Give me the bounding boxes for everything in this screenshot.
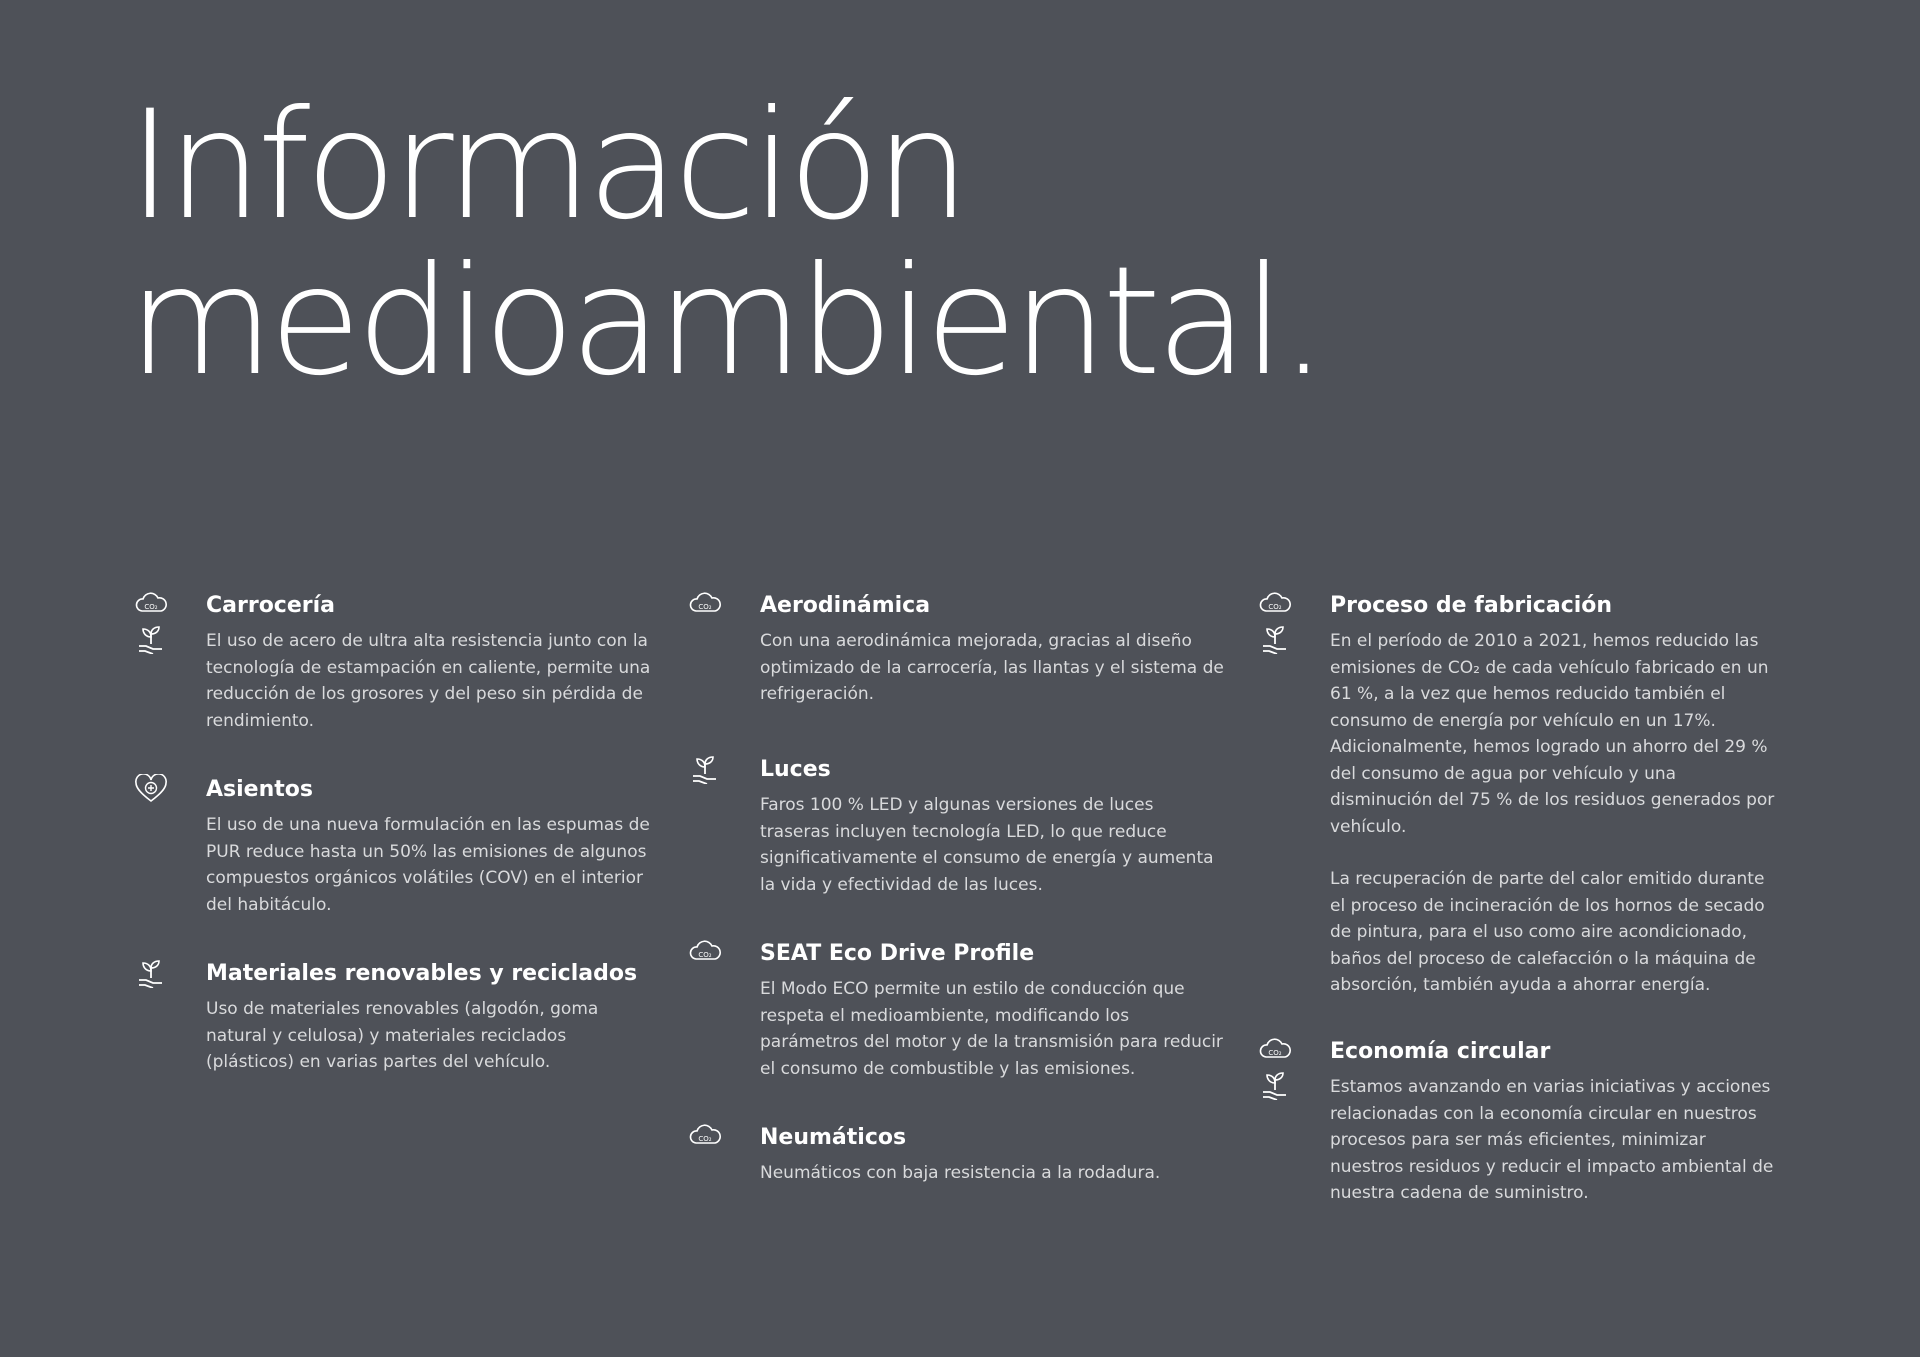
section-title: SEAT Eco Drive Profile <box>760 941 1035 966</box>
section-title: Materiales renovables y reciclados <box>206 961 638 986</box>
hand-plant-icon <box>134 624 168 654</box>
section-icons <box>688 754 728 784</box>
section-icons <box>134 774 174 804</box>
svg-text:CO₂: CO₂ <box>698 1135 712 1143</box>
hand-plant-icon <box>134 958 168 988</box>
section-economia-circular <box>1258 1038 1778 1207</box>
hand-plant-icon <box>1258 1070 1292 1100</box>
section-text: Faros 100 % LED y algunas versiones de luces traseras incluyen tecnología LED, lo que reduce significativamente el consumo de energía y aumenta la vida y efectividad de las luces. <box>760 795 1214 895</box>
section-text: El uso de acero de ultra alta resistencia junto con la tecnología de estampación en caliente, permite una reducción de los grosores y del peso sin pérdida de rendimiento. <box>206 631 651 731</box>
section-text: Neumáticos con baja resistencia a la rodadura. <box>760 1163 1161 1183</box>
svg-text:CO₂: CO₂ <box>1268 1049 1282 1057</box>
section-title: Carrocería <box>206 593 336 618</box>
section-text: Estamos avanzando en varias iniciativas y acciones relacionadas con la economía circular en nuestros procesos para ser más eficientes, minimizar nuestros residuos y reducir el impacto ambiental de nuestra cadena de suministro. <box>1330 1077 1774 1203</box>
page-title <box>128 79 1323 409</box>
section-icons <box>688 1122 728 1152</box>
section-text: Con una aerodinámica mejorada, gracias al diseño optimizado de la carrocería, las llantas y el sistema de refrigeración. <box>760 631 1224 704</box>
svg-text:CO₂: CO₂ <box>1268 603 1282 611</box>
section-proceso-fabricacion <box>1258 592 1778 1038</box>
hand-plant-icon <box>688 754 722 784</box>
section-title: Luces <box>760 757 831 782</box>
co2-cloud-icon <box>688 1122 722 1152</box>
column-right <box>1258 592 1778 1207</box>
section-neumaticos <box>688 1124 1228 1187</box>
section-title: Asientos <box>206 777 313 802</box>
section-title: Aerodinámica <box>760 593 931 618</box>
section-eco-drive <box>688 940 1228 1124</box>
section-carroceria <box>134 592 654 776</box>
heart-plus-icon <box>134 774 168 804</box>
column-middle <box>688 592 1228 1187</box>
section-icons <box>134 590 174 654</box>
page-title-line2: medioambiental. <box>128 235 1323 409</box>
svg-text:CO₂: CO₂ <box>698 603 712 611</box>
column-left <box>134 592 654 1076</box>
section-text: El uso de una nueva formulación en las espumas de PUR reduce hasta un 50% las emisiones de algunos compuestos orgánicos volátiles (COV) en el interior del habitáculo. <box>206 815 650 915</box>
co2-cloud-icon <box>1258 1036 1292 1066</box>
section-materiales <box>134 960 654 1076</box>
section-icons <box>134 958 174 988</box>
section-text: El Modo ECO permite un estilo de conducción que respeta el medioambiente, modificando los parámetros del motor y de la transmisión para reducir el consumo de combustible y las emisiones. <box>760 979 1223 1079</box>
svg-text:CO₂: CO₂ <box>144 603 158 611</box>
section-luces <box>688 756 1228 940</box>
page-title-line1: Información <box>128 79 965 253</box>
co2-cloud-icon <box>1258 590 1292 620</box>
section-icons <box>688 590 728 620</box>
section-title: Economía circular <box>1330 1039 1551 1064</box>
section-text: La recuperación de parte del calor emitido durante el proceso de incineración de los hornos de secado de pintura, para el uso como aire acondicionado, baños del proceso de calefacción o la máquina de absorción, también ayuda a ahorrar energía. <box>1330 869 1765 995</box>
co2-cloud-icon <box>688 590 722 620</box>
co2-cloud-icon <box>688 938 722 968</box>
section-title: Neumáticos <box>760 1125 907 1150</box>
section-title: Proceso de fabricación <box>1330 593 1613 618</box>
section-text: En el período de 2010 a 2021, hemos reducido las emisiones de CO₂ de cada vehículo fabricado en un 61 %, a la vez que hemos reducido también el consumo de energía por vehículo en un 17%. Adicionalmente, hemos logrado un ahorro del 29 % del consumo de agua por vehículo y una disminución del 75 % de los residuos generados por vehículo. <box>1330 631 1775 837</box>
section-aerodinamica <box>688 592 1228 756</box>
section-text: Uso de materiales renovables (algodón, goma natural y celulosa) y materiales reciclados (plásticos) en varias partes del vehículo. <box>206 999 599 1072</box>
section-asientos <box>134 776 654 960</box>
co2-cloud-icon <box>134 590 168 620</box>
section-icons <box>688 938 728 968</box>
svg-text:CO₂: CO₂ <box>698 951 712 959</box>
hand-plant-icon <box>1258 624 1292 654</box>
section-icons <box>1258 1036 1298 1100</box>
section-icons <box>1258 590 1298 654</box>
